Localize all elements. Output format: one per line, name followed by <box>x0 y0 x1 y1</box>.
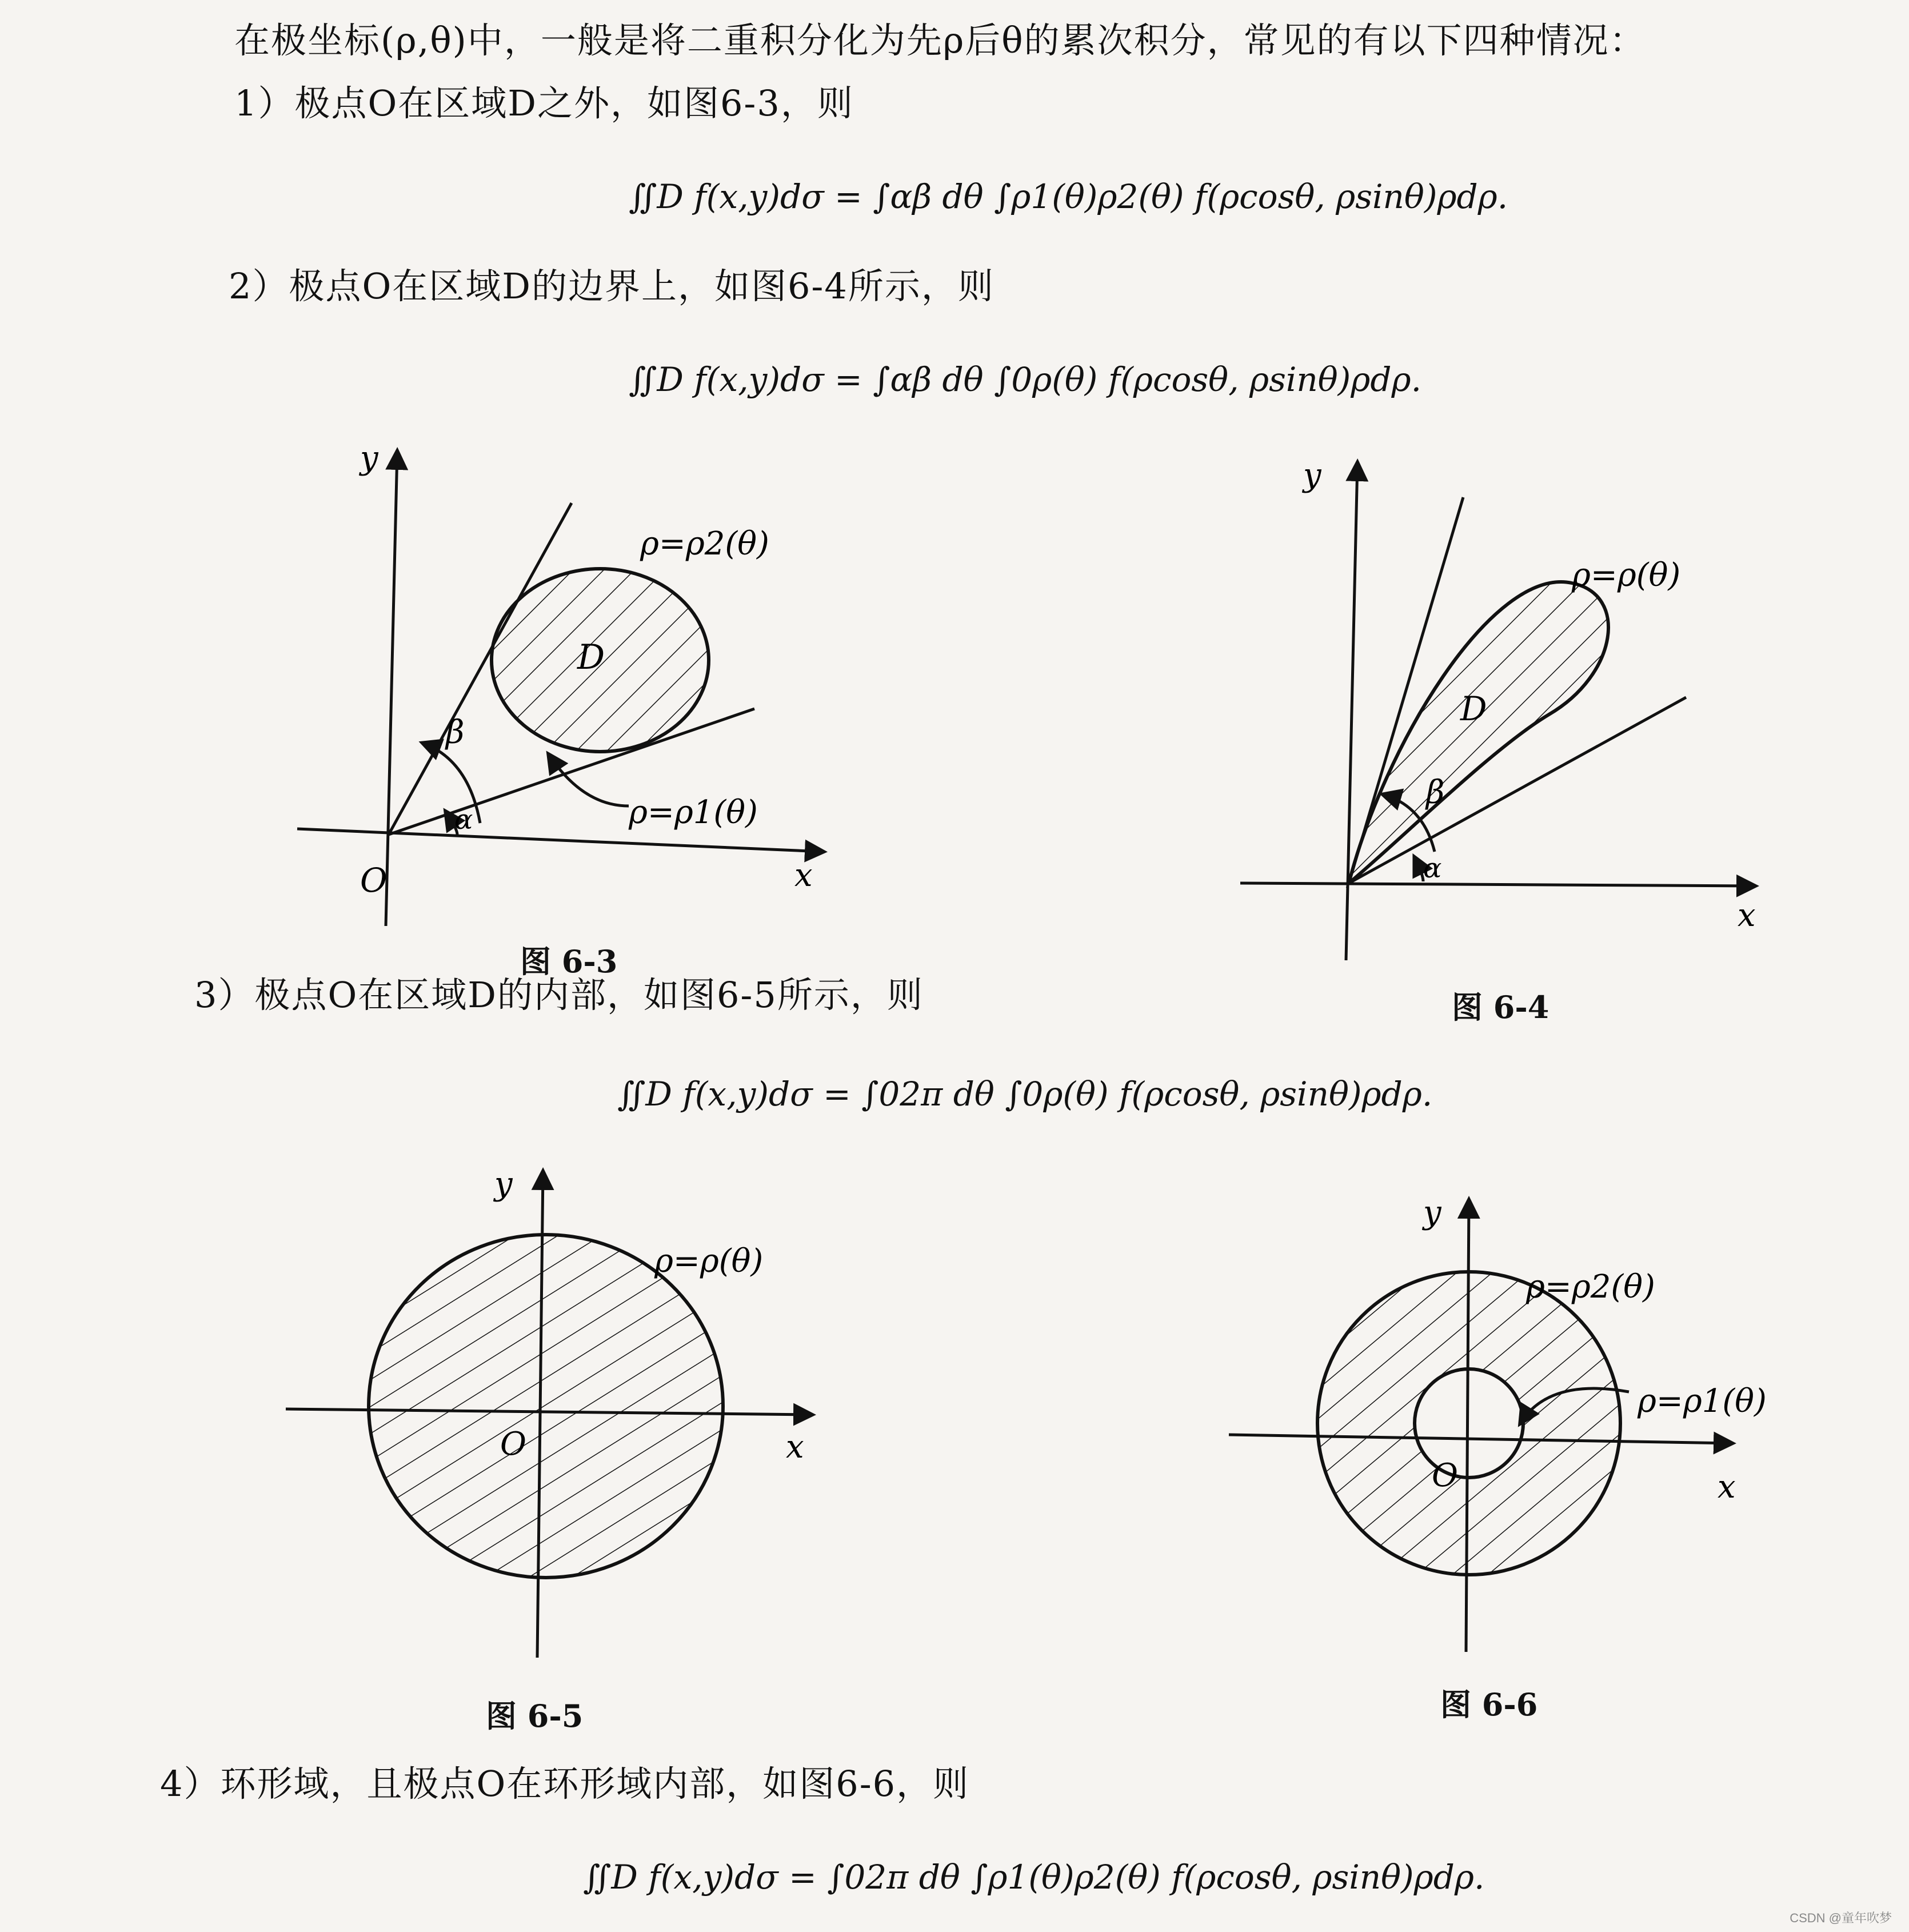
region-d <box>369 1235 723 1578</box>
y-axis <box>386 452 397 926</box>
rho2-label: ρ=ρ2(θ) <box>1526 1268 1655 1306</box>
figure-6-6-caption: 图 6-6 <box>1440 1686 1538 1723</box>
y-label: y <box>1423 1194 1441 1231</box>
rho2-label: ρ=ρ2(θ) <box>640 525 769 562</box>
rho-label: ρ=ρ(θ) <box>654 1243 764 1280</box>
case-2-title: 2）极点O在区域D的边界上，如图6-4所示，则 <box>229 265 995 307</box>
case-1-title: 1）极点O在区域D之外，如图6-3，则 <box>234 82 854 124</box>
formula-case-3: ∬D f(x,y)dσ = ∫02π dθ ∫0ρ(θ) f(ρcosθ, ρsinθ)ρdρ. <box>617 1075 1433 1113</box>
formula-case-4: ∬D f(x,y)dσ = ∫02π dθ ∫ρ1(θ)ρ2(θ) f(ρcosθ, ρsinθ)ρdρ. <box>583 1858 1485 1897</box>
formula-case-2: ∬D f(x,y)dσ = ∫αβ dθ ∫0ρ(θ) f(ρcosθ, ρsinθ)ρdρ. <box>629 360 1422 399</box>
x-label: x <box>786 1428 804 1466</box>
y-axis <box>1466 1200 1469 1652</box>
x-axis <box>1240 883 1755 886</box>
d-label: D <box>577 637 605 677</box>
beta-label: β <box>446 714 465 751</box>
figure-6-3-caption: 图 6-3 <box>520 943 618 980</box>
intro-line: 在极坐标(ρ,θ)中，一般是将二重积分化为先ρ后θ的累次积分，常见的有以下四种情况： <box>234 19 1646 61</box>
rho1-label: ρ=ρ1(θ) <box>1638 1383 1767 1420</box>
rho1-label: ρ=ρ1(θ) <box>629 794 758 831</box>
origin-label: O <box>500 1426 526 1463</box>
figure-6-5 <box>280 1166 829 1669</box>
rho-label: ρ=ρ(θ) <box>1572 557 1681 594</box>
x-label: x <box>1738 897 1756 934</box>
alpha-label: α <box>1423 852 1442 884</box>
figure-6-5-caption: 图 6-5 <box>486 1698 584 1734</box>
x-label: x <box>1718 1468 1736 1506</box>
figure-6-4 <box>1252 452 1812 966</box>
alpha-label: α <box>454 804 473 836</box>
x-axis <box>297 829 823 852</box>
y-label: y <box>1303 457 1321 494</box>
figure-6-3 <box>309 434 869 937</box>
x-label: x <box>794 857 813 894</box>
y-label: y <box>360 440 378 477</box>
beta-label: β <box>1426 774 1445 811</box>
watermark: CSDN @童年吹梦 <box>1790 1911 1892 1925</box>
figure-6-4-caption: 图 6-4 <box>1452 989 1549 1025</box>
region-d <box>1349 582 1608 883</box>
angle-alpha-arc <box>1415 857 1423 881</box>
d-label: D <box>1460 689 1487 728</box>
formula-case-1: ∬D f(x,y)dσ = ∫αβ dθ ∫ρ1(θ)ρ2(θ) f(ρcosθ, ρsinθ)ρdρ. <box>629 177 1508 216</box>
case-3-title: 3）极点O在区域D的内部，如图6-5所示，则 <box>194 974 924 1016</box>
case-4-title: 4）环形域，且极点O在环形域内部，如图6-6，则 <box>160 1763 970 1805</box>
rho1-pointer <box>549 755 629 806</box>
y-label: y <box>494 1165 513 1203</box>
origin-label: O <box>360 861 388 900</box>
figure-6-6 <box>1229 1195 1800 1663</box>
origin-label: O <box>1432 1457 1458 1494</box>
